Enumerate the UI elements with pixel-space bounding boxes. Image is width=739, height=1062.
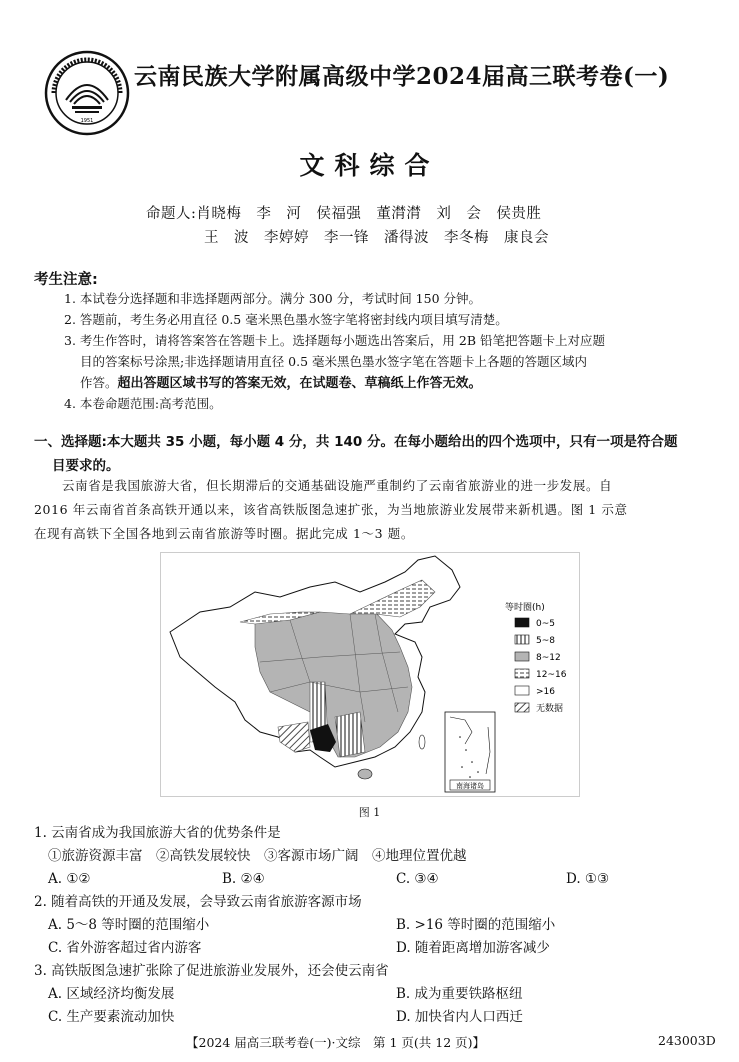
q2-option-c: C. 省外游客超过省内游客 (48, 940, 202, 956)
legend-swatch-over-16 (515, 686, 529, 695)
section-heading-line-1: 一、选择题:本大题共 35 小题，每小题 4 分，共 140 分。在每小题给出的四个选项中，只有一项是符合题 (34, 434, 678, 450)
legend-swatch-8-12 (515, 652, 529, 661)
notice-item-3-line-2: 目的答案标号涂黑;非选择题请用直径 0.5 毫米黑色墨水签字笔在答题卡上各题的答题区域内 (80, 354, 588, 369)
legend-label-12-16: 12~16 (536, 670, 567, 680)
q3-stem: 3. 高铁版图急速扩张除了促进旅游业发展外，还会使云南省 (34, 963, 389, 979)
notice-item-3-line-1: 3. 考生作答时，请将答案答在答题卡上。选择题每小题选出答案后，用 2B 铅笔把答题卡上对应题 (64, 333, 605, 348)
legend-label-0-5: 0~5 (536, 619, 555, 629)
paper-code: 243003D (658, 1033, 716, 1048)
page-footer: 【2024 届高三联考卷(一)·文综 第 1 页(共 12 页)】 (186, 1035, 486, 1050)
q2-stem: 2. 随着高铁的开通及发展，会导致云南省旅游客源市场 (34, 894, 362, 910)
q1-option-b: B. ②④ (222, 871, 265, 887)
notice-item-4: 4. 本卷命题范围:高考范围。 (64, 396, 222, 411)
legend-swatch-5-8 (515, 635, 529, 644)
notice-item-3-line-3 (80, 372, 482, 394)
inset-label: 南海诸岛 (456, 782, 484, 790)
q1-option-d: D. ①③ (566, 871, 610, 887)
section-heading-line-2: 目要求的。 (52, 458, 120, 474)
q3-option-c: C. 生产要素流动加快 (48, 1009, 175, 1025)
q1-option-c: C. ③④ (396, 871, 439, 887)
q2-option-b: B. >16 等时圈的范围缩小 (396, 917, 556, 933)
legend-swatch-0-5 (515, 618, 529, 627)
q2-option-a: A. 5～8 等时圈的范围缩小 (48, 917, 210, 933)
notice-item-3-bold: 超出答题区域书写的答案无效，在试题卷、草稿纸上作答无效。 (117, 376, 482, 391)
notice-item-1: 1. 本试卷分选择题和非选择题两部分。满分 300 分，考试时间 150 分钟。 (64, 291, 482, 306)
authors-line-2: 王 波 李婷婷 李一锋 潘得波 李冬梅 康良会 (204, 230, 549, 246)
subject-title: 文科综合 (299, 151, 440, 180)
legend-swatch-no-data (515, 703, 529, 712)
notice-item-3-plain: 作答。 (80, 375, 118, 390)
svg-text:1951: 1951 (80, 118, 94, 124)
figure-caption: 图 1 (358, 806, 381, 819)
q3-option-d: D. 加快省内人口西迁 (396, 1009, 523, 1025)
passage-line-3: 在现有高铁下全国各地到云南省旅游等时圈。据此完成 1～3 题。 (34, 526, 414, 541)
zone-5-8-b (335, 712, 365, 757)
notice-title: 考生注意: (34, 272, 98, 288)
q1-stem: 1. 云南省成为我国旅游大省的优势条件是 (34, 825, 281, 841)
notice-item-2: 2. 答题前，考生务必用直径 0.5 毫米黑色墨水签字笔将密封线内项目填写清楚。 (64, 312, 508, 327)
legend-label-over-16: >16 (536, 687, 555, 697)
passage-line-1: 云南省是我国旅游大省，但长期滞后的交通基础设施严重制约了云南省旅游业的进一步发展。自 (62, 478, 613, 493)
authors-line-1: 命题人:肖晓梅 李 河 侯福强 董潸潸 刘 会 侯贵胜 (146, 206, 542, 222)
section-heading (34, 430, 677, 478)
passage-line-2: 2016 年云南省首条高铁开通以来，该省高铁版图急速扩张，为当地旅游业发展带来新机遇。图 1 示意 (34, 502, 628, 517)
q1-option-a: A. ①② (48, 871, 91, 887)
exam-title: 云南民族大学附属高级中学2024届高三联考卷(一) (134, 63, 670, 90)
legend-label-no-data: 无数据 (536, 704, 564, 714)
q1-items: ①旅游资源丰富 ②高铁发展较快 ③客源市场广阔 ④地理位置优越 (48, 848, 467, 864)
legend-label-5-8: 5~8 (536, 636, 555, 646)
isochrone-map (160, 552, 580, 797)
q2-option-d: D. 随着距离增加游客减少 (396, 940, 550, 956)
legend-title: 等时圈(h) (505, 603, 545, 613)
q3-option-a: A. 区域经济均衡发展 (48, 986, 175, 1002)
q3-option-b: B. 成为重要铁路枢纽 (396, 986, 523, 1002)
legend-label-8-12: 8~12 (536, 653, 561, 663)
legend-swatch-12-16 (515, 669, 529, 678)
school-logo (44, 50, 130, 136)
